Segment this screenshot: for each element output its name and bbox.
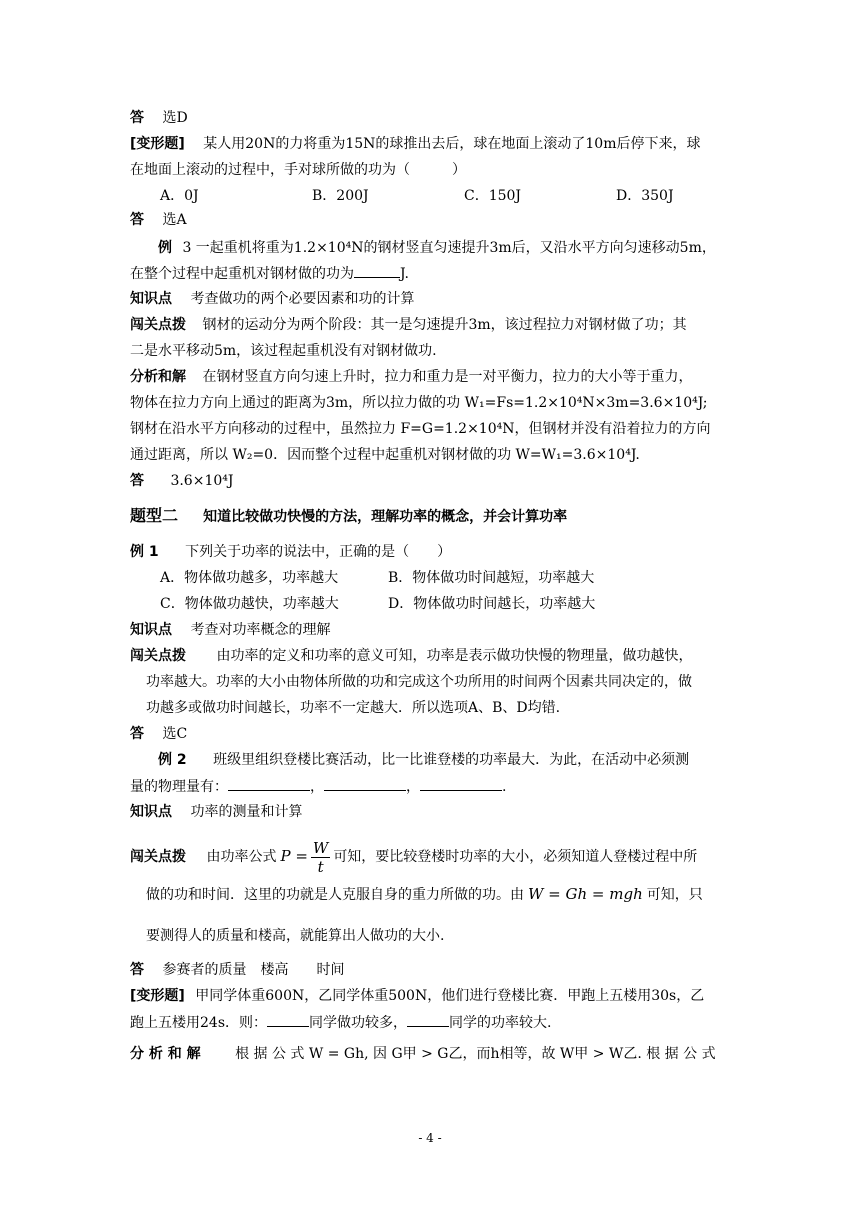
answer-label: 答 (130, 110, 144, 126)
answer-label: 答 (130, 726, 144, 742)
option-a: A．物体做功越多，功率越大 (160, 570, 339, 586)
example-3-line-2 (130, 263, 409, 284)
example-2-line (158, 750, 689, 770)
option-c: C．物体做功越快，功率越大 (160, 596, 339, 612)
example-label: 例 (158, 240, 172, 256)
answer-blank (228, 776, 310, 791)
hint-text: 由功率的定义和功率的意义可知，功率是表示做功快慢的物理量，做功越快， (216, 648, 693, 664)
answer-blank (354, 263, 400, 278)
answer-blank (324, 776, 406, 791)
hint-text: 由功率公式 (206, 849, 277, 865)
knowledge-text: 功率的测量和计算 (190, 804, 303, 820)
variant-question-line-3 (130, 986, 704, 1006)
analysis-text: 在钢材竖直方向匀速上升时，拉力和重力是一对平衡力，拉力的大小等于重力， (202, 369, 693, 385)
section-title: 知道比较做功快慢的方法，理解功率的概念，并会计算功率 (203, 509, 568, 525)
answer-text: 选A (162, 212, 187, 228)
example-text-end: J. (400, 266, 409, 282)
knowledge-line (130, 289, 414, 309)
hint-line-2: 二是水平移动5m，该过程起重机没有对钢材做功. (130, 343, 437, 359)
hint-label: 闯关点拨 (130, 317, 186, 333)
formula-numerator: W (312, 838, 329, 857)
example-text: 班级里组织登楼比赛活动，比一比谁登楼的功率最大．为此，在活动中必须测 (213, 752, 690, 768)
example-text: 量的物理量有： (130, 779, 228, 795)
variant-text: 跑上五楼用24s．则： (130, 1015, 267, 1031)
analysis-line (130, 367, 692, 387)
hint-text: 做的功和时间．这里的功就是人克服自身的重力所做的功。由 (146, 887, 524, 903)
variant-question-line-4 (130, 1012, 551, 1033)
hint-line-8: 要测得人的质量和楼高，就能算出人做功的大小. (146, 928, 445, 944)
answer-line-5 (130, 960, 344, 980)
hint-text: 可知，要比较登楼时功率的大小，必须知道人登楼过程中所 (333, 849, 698, 865)
answer-line-4 (130, 724, 187, 744)
analysis-line-3: 钢材在沿水平方向移动的过程中，虽然拉力 F=G=1.2×10⁴N，但钢材并没有沿着拉力的方向 (130, 421, 711, 437)
variant-text: 某人用20N的力将重为15N的球推出去后，球在地面上滚动了10m后停下来，球 (203, 136, 701, 152)
analysis-line-5 (130, 1044, 716, 1064)
formula-denominator: t (317, 857, 324, 876)
hint-label: 闯关点拨 (130, 849, 186, 865)
variant-label: [变形题] (130, 988, 185, 1004)
variant-text: 甲同学体重600N，乙同学体重500N，他们进行登楼比赛．甲跑上五楼用30s，乙 (195, 988, 705, 1004)
hint-text: 钢材的运动分为两个阶段：其一是匀速提升3m，该过程拉力对钢材做了功；其 (202, 317, 687, 333)
example-3-line (158, 238, 716, 258)
answer-label: 答 (130, 212, 144, 228)
hint-line (130, 315, 687, 335)
knowledge-text: 考查对功率概念的理解 (190, 622, 331, 638)
answer-text: 参赛者的质量 楼高 时间 (162, 962, 345, 978)
answer-line-1 (130, 108, 188, 128)
knowledge-line-2 (130, 620, 330, 640)
answer-line-2 (130, 210, 187, 230)
analysis-line-2: 物体在拉力方向上通过的距离为3m，所以拉力做的功 W₁=Fs=1.2×10⁴N×3m=3.6×10⁴J; (130, 395, 708, 411)
answer-line-3 (130, 471, 234, 491)
example-text-end: . (502, 779, 507, 795)
analysis-text: 根 据 公 式 W = Gh, 因 G甲 > G乙，而h相等，故 W甲 > W乙. 根 据 公 式 (235, 1046, 716, 1062)
option-d: D．350J (616, 188, 674, 204)
hint-label: 闯关点拨 (130, 648, 186, 664)
option-a: A．0J (160, 188, 199, 204)
option-d: D．物体做功时间越长，功率越大 (388, 596, 596, 612)
answer-blank (407, 1012, 449, 1027)
formula-power: P = (280, 847, 308, 865)
knowledge-text: 考查做功的两个必要因素和功的计算 (190, 291, 415, 307)
answer-text: 3.6×10⁴J (170, 473, 234, 489)
answer-blank (267, 1012, 309, 1027)
hint-line-7 (146, 884, 703, 905)
variant-text: 同学做功较多， (309, 1015, 407, 1031)
option-b: B．物体做功时间越短，功率越大 (388, 570, 595, 586)
knowledge-label: 知识点 (130, 622, 172, 638)
example-2-line-2 (130, 776, 506, 797)
section-heading (130, 506, 567, 527)
answer-text: 选D (162, 110, 188, 126)
option-b: B．200J (312, 188, 369, 204)
hint-line-4: 功率越大。功率的大小由物体所做的功和完成这个功所用的时间两个因素共同决定的，做 (146, 674, 692, 690)
analysis-label: 分 析 和 解 (130, 1046, 201, 1062)
hint-line-5: 功越多或做功时间越长，功率不一定越大．所以选项A、B、D均错. (146, 700, 561, 716)
formula-work: W = Gh = mgh (528, 885, 643, 903)
variant-label: [变形题] (130, 136, 185, 152)
example-1-line (130, 542, 451, 562)
answer-label: 答 (130, 473, 144, 489)
example-text: 3 一起重机将重为1.2×10⁴N的钢材竖直匀速提升3m后，又沿水平方向匀速移动5m， (182, 240, 716, 256)
option-c: C．150J (464, 188, 522, 204)
hint-line-3 (130, 646, 692, 666)
answer-label: 答 (130, 962, 144, 978)
knowledge-label: 知识点 (130, 291, 172, 307)
example-label: 例 1 (130, 544, 159, 560)
example-text: 下列关于功率的说法中，正确的是（ ） (185, 544, 452, 560)
hint-line-6 (130, 834, 697, 879)
example-text: 在整个过程中起重机对钢材做的功为 (130, 266, 354, 282)
example-label: 例 2 (158, 752, 187, 768)
page-number: - 4 - (418, 1131, 442, 1145)
variant-question-line (130, 134, 700, 154)
formula-fraction (311, 839, 330, 876)
answer-text: 选C (162, 726, 188, 742)
knowledge-label: 知识点 (130, 804, 172, 820)
answer-blank (420, 776, 502, 791)
variant-question-line-2: 在地面上滚动的过程中，手对球所做的功为（ ） (130, 162, 466, 178)
section-label: 题型二 (130, 506, 179, 525)
variant-text: 同学的功率较大. (449, 1015, 552, 1031)
separator: ， (406, 779, 420, 795)
separator: ， (310, 779, 324, 795)
analysis-label: 分析和解 (130, 369, 186, 385)
knowledge-line-3 (130, 802, 302, 822)
analysis-line-4: 通过距离，所以 W₂=0．因而整个过程中起重机对钢材做的功 W=W₁=3.6×10⁴J. (130, 447, 640, 463)
hint-text: 可知，只 (646, 887, 703, 903)
